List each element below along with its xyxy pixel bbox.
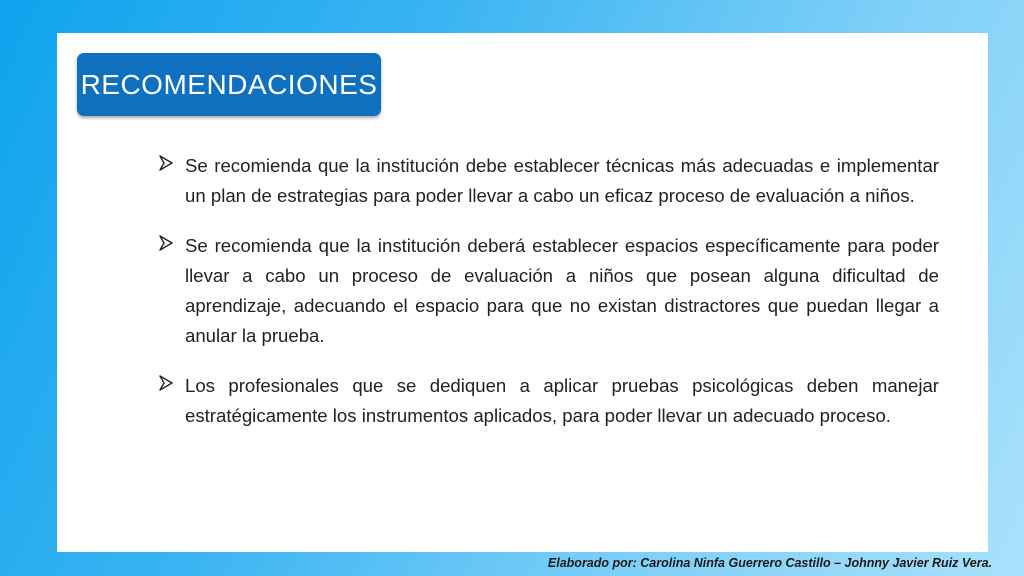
slide-title: RECOMENDACIONES [80, 68, 378, 100]
author-credit: Elaborado por: Carolina Ninfa Guerrero Castillo – Johnny Javier Ruiz Vera. [547, 556, 992, 570]
list-item-text: Se recomienda que la institución debe establecer técnicas más adecuadas e implementar un plan de estrategias para poder llevar a cabo un eficaz proceso de evaluación a niños. [185, 155, 939, 206]
list-item [159, 371, 939, 431]
arrow-bullet-icon [159, 235, 173, 251]
recommendation-list [159, 151, 939, 451]
list-item [159, 231, 939, 351]
arrow-bullet-icon [159, 375, 173, 391]
list-item-text: Los profesionales que se dediquen a aplicar pruebas psicológicas deben manejar estratégicamente los instrumentos aplicados, para poder llevar un adecuado proceso. [185, 375, 939, 426]
title-banner [77, 53, 381, 116]
arrow-bullet-icon [159, 155, 173, 171]
list-item-text: Se recomienda que la institución deberá establecer espacios específicamente para poder llevar a cabo un proceso de evaluación a niños que posean alguna dificultad de aprendizaje, adecuando el espacio para que no existan distractores que puedan llegar a anular la prueba. [185, 235, 939, 346]
list-item [159, 151, 939, 211]
content-panel [57, 33, 988, 552]
